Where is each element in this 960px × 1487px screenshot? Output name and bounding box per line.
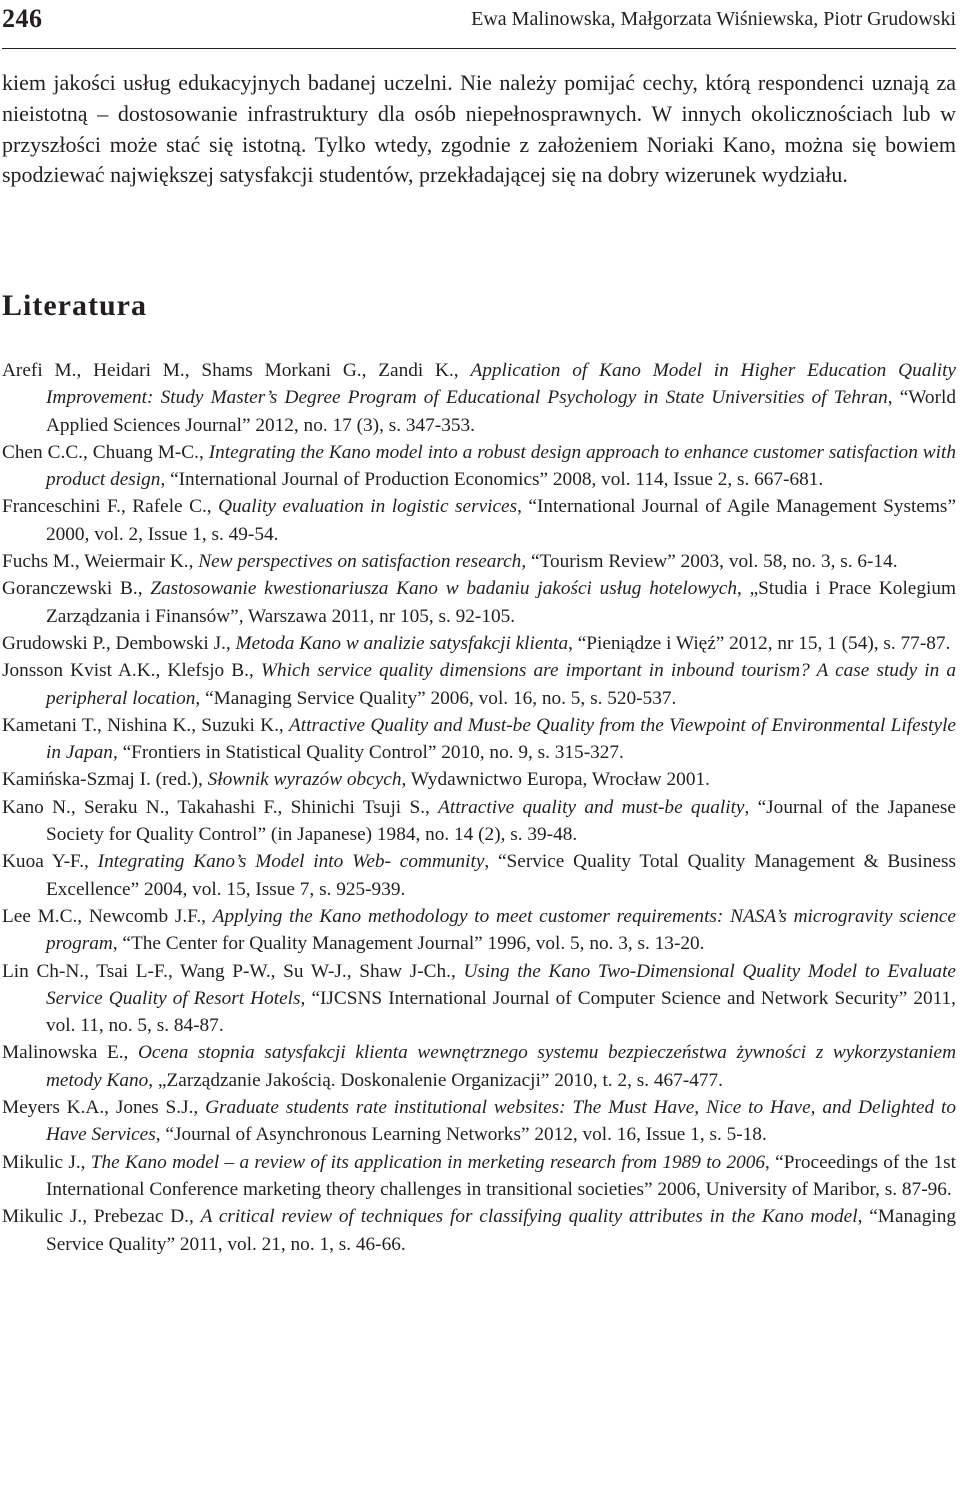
reference-source: , “Pieniądze i Więź” 2012, nr 15, 1 (54), s. 77-87. (568, 632, 951, 654)
reference-entry (2, 1149, 956, 1204)
reference-source: , “International Journal of Agile Management Systems” 2000, vol. 2, Issue 1, s. 49-54. (46, 496, 956, 545)
reference-authors: Lin Ch-N., Tsai L-F., Wang P-W., Su W-J., Shaw J-Ch., (2, 960, 464, 982)
reference-list (2, 357, 956, 1258)
reference-source: , “Service Quality Total Quality Management & Business Excellence” 2004, vol. 15, Issue 7, s. 925-939. (46, 851, 956, 900)
reference-authors: Malinowska E., (2, 1042, 138, 1064)
reference-entry (2, 439, 956, 494)
reference-source: , “Managing Service Quality” 2006, vol. 16, no. 5, s. 520-537. (195, 687, 677, 709)
reference-authors: Meyers K.A., Jones S.J., (2, 1097, 206, 1119)
reference-source: , „Zarządzanie Jakością. Doskonalenie Organizacji” 2010, t. 2, s. 467-477. (148, 1069, 723, 1091)
reference-title: Graduate students rate institutional websites: The Must Have, Nice to Have, and Delighted to Have Services (46, 1097, 956, 1146)
reference-authors: Kametani T., Nishina K., Suzuki K., (2, 714, 290, 736)
section-title: Literatura (2, 289, 147, 322)
reference-entry (2, 657, 956, 712)
reference-source: , “Tourism Review” 2003, vol. 58, no. 3, s. 6-14. (521, 551, 898, 573)
reference-authors: Kuoa Y-F., (2, 851, 98, 873)
reference-source: , „Studia i Prace Kolegium Zarządzania i Finansów”, Warszawa 2011, nr 105, s. 92-105. (46, 578, 956, 627)
reference-title: Quality evaluation in logistic services (218, 496, 518, 518)
reference-authors: Goranczewski B., (2, 578, 151, 600)
reference-title: Ocena stopnia satysfakcji klienta wewnętrznego systemu bezpieczeństwa żywności z wykorzystaniem metody Kano (46, 1042, 957, 1091)
page-header (2, 0, 956, 49)
reference-entry (2, 794, 956, 849)
reference-title: Application of Kano Model in Higher Education Quality Improvement: Study Master’s Degree Program of Educational Psychology in State Universities of Tehran (46, 360, 956, 409)
reference-entry (2, 958, 956, 1040)
reference-entry (2, 493, 956, 548)
reference-authors: Fuchs M., Weiermair K., (2, 551, 199, 573)
reference-title: Integrating Kano’s Model into Web- community (97, 851, 485, 873)
reference-entry (2, 1039, 956, 1094)
reference-source: , Wydawnictwo Europa, Wrocław 2001. (401, 769, 710, 791)
reference-entry (2, 712, 956, 767)
reference-entry (2, 548, 956, 575)
reference-entry (2, 903, 956, 958)
reference-entry (2, 357, 956, 439)
reference-title: A critical review of techniques for classifying quality attributes in the Kano model (200, 1206, 858, 1228)
reference-source: , “World Applied Sciences Journal” 2012, no. 17 (3), s. 347-353. (46, 387, 956, 436)
reference-title: Metoda Kano w analizie satysfakcji klienta (235, 632, 569, 654)
reference-authors: Franceschini F., Rafele C., (2, 496, 219, 518)
reference-source: , “Journal of Asynchronous Learning Networks” 2012, vol. 16, Issue 1, s. 5-18. (155, 1124, 767, 1146)
reference-source: , “IJCSNS International Journal of Computer Science and Network Security” 2011, vol. 11, no. 5, s. 84-87. (46, 987, 956, 1037)
reference-source: , “Proceedings of the 1st International Conference marketing theory challenges in transitional societies” 2006, University of Maribor, s. 87-96. (46, 1151, 956, 1200)
reference-entry (2, 848, 956, 903)
reference-source: , “Frontiers in Statistical Quality Control” 2010, no. 9, s. 315-327. (112, 742, 624, 764)
reference-source: , “International Journal of Production Economics” 2008, vol. 114, Issue 2, s. 667-681. (160, 469, 824, 491)
reference-title: Słownik wyrazów obcych (207, 769, 402, 791)
reference-authors: Kamińska-Szmaj I. (red.), (2, 769, 208, 791)
body-text (2, 68, 956, 191)
reference-title: Integrating the Kano model into a robust design approach to enhance customer satisfaction with product design (46, 441, 956, 491)
running-head-authors: Ewa Malinowska, Małgorzata Wiśniewska, Piotr Grudowski (471, 8, 956, 30)
reference-title: Attractive Quality and Must-be Quality from the Viewpoint of Environmental Lifestyle in Japan (46, 714, 956, 764)
reference-entry (2, 766, 956, 793)
reference-source: , “Managing Service Quality” 2011, vol. 21, no. 1, s. 46-66. (46, 1206, 956, 1255)
reference-authors: Mikulic J., (2, 1151, 91, 1173)
reference-title: Zastosowanie kwestionariusza Kano w badaniu jakości usług hotelowych (150, 578, 738, 600)
page-number: 246 (2, 4, 43, 33)
reference-authors: Arefi M., Heidari M., Shams Morkani G., Zandi K., (2, 360, 471, 381)
reference-authors: Jonsson Kvist A.K., Klefsjo B., (2, 660, 261, 682)
reference-entry (2, 575, 956, 630)
reference-title: Applying the Kano methodology to meet customer requirements: NASA’s microgravity science program (46, 905, 956, 955)
reference-entry (2, 1203, 956, 1258)
reference-title: Attractive quality and must-be quality (438, 796, 745, 818)
reference-title: Using the Kano Two-Dimensional Quality Model to Evaluate Service Quality of Resort Hotels (46, 960, 956, 1009)
reference-source: , “The Center for Quality Management Journal” 1996, vol. 5, no. 3, s. 13-20. (112, 933, 705, 955)
reference-entry (2, 630, 956, 657)
body-paragraph: kiem jakości usług edukacyjnych badanej uczelni. Nie należy pomijać cechy, którą respondenci uznają za nieistotną – dostosowanie infrastruktury dla osób niepełnosprawnych. W innych okolicznościach lub w przyszłości może stać się istotną. Tylko wtedy, zgodnie z założeniem Noriaki Kano, można się bowiem spodziewać największej satysfakcji studentów, przekładającej się na dobry wizerunek wydziału. (2, 70, 956, 188)
reference-authors: Mikulic J., Prebezac D., (2, 1206, 201, 1228)
reference-entry (2, 1094, 956, 1149)
reference-title: Which service quality dimensions are important in inbound tourism? A case study in a peripheral location (46, 660, 957, 709)
reference-source: , “Journal of the Japanese Society for Quality Control” (in Japanese) 1984, no. 14 (2), s. 39-48. (46, 796, 956, 846)
reference-authors: Grudowski P., Dembowski J., (2, 632, 236, 654)
reference-title: The Kano model – a review of its application in merketing research from 1989 to 2006 (90, 1151, 766, 1173)
reference-authors: Chen C.C., Chuang M-C., (2, 441, 209, 463)
reference-authors: Lee M.C., Newcomb J.F., (2, 905, 213, 927)
reference-title: New perspectives on satisfaction research (198, 551, 522, 573)
reference-authors: Kano N., Seraku N., Takahashi F., Shinichi Tsuji S., (2, 796, 439, 818)
